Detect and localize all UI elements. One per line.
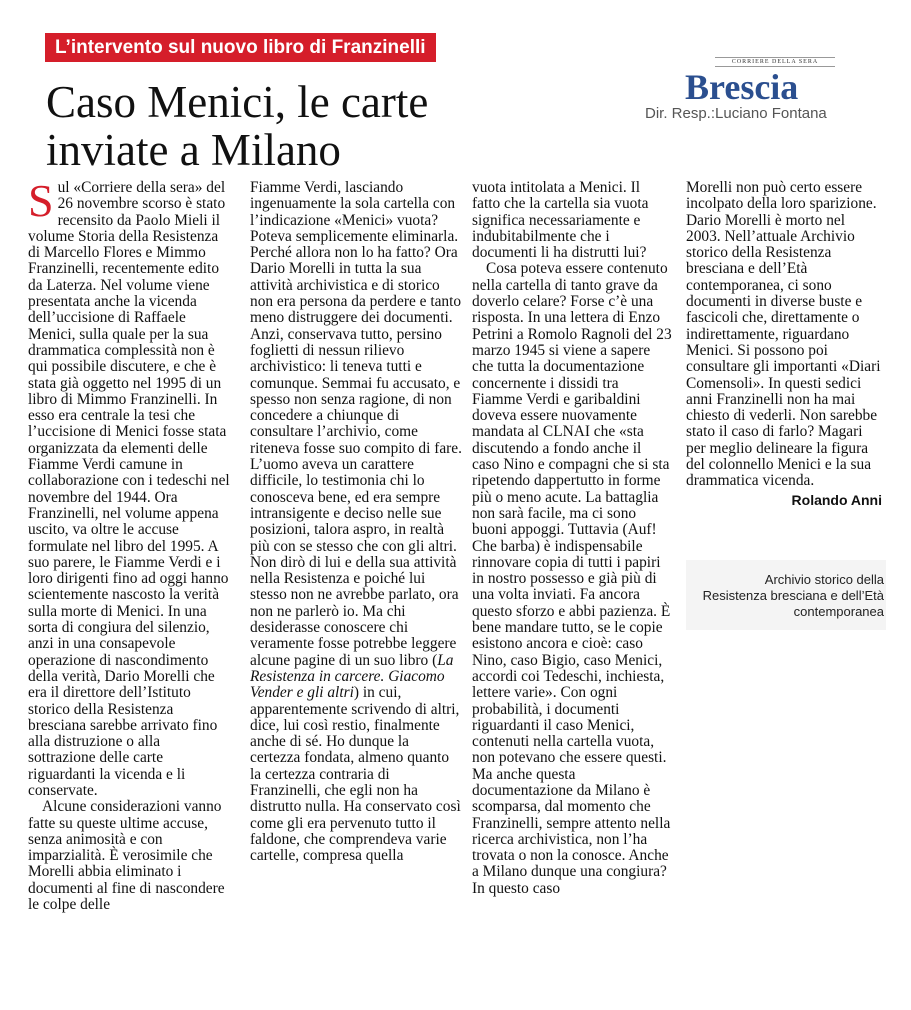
dropcap: S: [28, 175, 54, 226]
article-paragraph: Alcune considerazioni vanno fatte su queste ultime accuse, senza animosità e con imparzialità. È verosimile che Morelli abbia eliminato i documenti al fine di nascondere le colpe delle: [28, 798, 225, 914]
masthead-paper-name: CORRIERE DELLA SERA: [715, 57, 835, 67]
photo-caption: Archivio storico della Resistenza bresciana e dell’Età contemporanea: [702, 572, 884, 619]
masthead: [645, 57, 870, 122]
article-column-2: [250, 180, 462, 864]
article-paragraph: vuota intitolata a Menici. Il fatto che la cartella sia vuota significa necessariamente e indubitabilmente che i documenti li ha distrutti lui?: [472, 179, 649, 262]
article-column-3: [472, 180, 672, 897]
headline: Caso Menici, le carte inviate a Milano: [46, 77, 429, 175]
article-paragraph: Cosa poteva essere contenuto nella cartella di tanto grave da doverlo celare? Forse c’è una risposta. In una lettera di Enzo Petrini a Romolo Ragnoli del 23 marzo 1945 si viene a sapere che tutta la documentazione concernente i dissidi tra Fiamme Verdi e garibaldini doveva essere nuovamente mandata al CLNAI che «sta discutendo a fondo anche il caso Nino e compagni che si sta ripetendo dappertutto in forme più o meno acute. La battaglia non sarà facile, ma ci sono buoni appoggi. Tuttavia (Auf! Che barba) è indispensabile rinnovare copia di tutti i papiri in nostro possesso e già più di una volta inviati. Fa ancora questo sforzo e abbi pazienza. È bene mandare tutto, se le copie esistono ancora e cioè: caso Nino, caso Bigio, caso Menici, accordi coi Tedeschi, inchiesta, lettere varie». Con ogni probabilità, i documenti riguardanti il caso Menici, contenuti nella cartella vuota, non potevano che essere questi. Ma anche questa documentazione da Milano è scomparsa, dal momento che Franzinelli, sempre attento nella ricerca archivistica, non l’ha trovata o non la conosce. Anche a Milano dunque una congiura? In questo caso: [472, 260, 672, 897]
article-paragraph: [250, 180, 462, 864]
author-signature: Rolando Anni: [791, 491, 882, 508]
article-paragraph: Morelli non può certo essere incolpato della loro sparizione. Dario Morelli è morto nel 2003. Nell’attuale Archivio storico della Resistenza bresciana e dell’Età contemporanea, ci sono documenti in diverse buste e fascicoli che, direttamente o indirettamente, riguardano Menici. Si possono poi consultare gli importanti «Diari Comensoli». In questi sedici anni Franzinelli non ha mai chiesto di vederli. Non sarebbe stato il caso di farlo? Magari per meglio delineare la figura del colonnello Menici e la sua drammatica vicenda.: [686, 179, 881, 490]
masthead-director: Dir. Resp.:Luciano Fontana: [645, 105, 827, 122]
kicker-banner: L’intervento sul nuovo libro di Franzinelli: [45, 33, 436, 62]
paragraph-text: ul «Corriere della sera» del 26 novembre scorso è stato recensito da Paolo Mieli il volume Storia della Resistenza di Marcello Flores e Mimmo Franzinelli, recentemente edito da Laterza. Nel volume viene presentata anche la vicenda dell’uccisione di Raffaele Menici, sulla quale per la sua drammatica complessità non è qui possibile discutere, e che è stata già oggetto nel 1995 di un libro di Mimmo Franzinelli. In esso era centrale la tesi che l’uccisione di Menici fosse stata organizzata da elementi delle Fiamme Verdi camune in collaborazione con i tedeschi nel novembre del 1944. Ora Franzinelli, nel volume appena uscito, va oltre le accuse formulate nel libro del 1995. A suo parere, le Fiamme Verdi e i loro dirigenti fino ad oggi hanno scientemente nascosto la verità sulla morte di Menici. In una sorta di congiura del silenzio, anzi in una consapevole operazione di nascondimento della verità, Dario Morelli che era il direttore dell’Istituto storico della Resistenza bresciana sarebbe arrivato fino alla distruzione o alla sottrazione delle carte riguardanti la vicenda e li conservate.: [28, 179, 230, 799]
masthead-city: Brescia: [685, 67, 799, 107]
article-paragraph: [28, 175, 230, 799]
book-title: La Resistenza in carcere. Giacomo Vender e gli altri: [250, 651, 454, 702]
article-column-4: [686, 180, 882, 508]
paragraph-text: Fiamme Verdi, lasciando ingenuamente la sola cartella con l’indicazione «Menici» vuota? Poteva semplicemente eliminarla. Perché allora non lo ha fatto? Ora Dario Morelli in tutta la sua attività archivistica e di storico non era persona da perdere e tanto meno distruggere dei documenti. Anzi, conservava tutto, persino foglietti di nessun rilievo archivistico: li teneva tutti e comunque. Semmai fu accusato, e spesso non senza ragione, di non concedere a chiunque di consultare l’archivio, come riteneva fosse suo compito di fare. L’uomo aveva un carattere difficile, lo testimonia chi lo conosceva bene, ed era sempre intransigente e deciso nelle sue posizioni, talora aspro, in realtà più con se stesso che con gli altri. Non dirò di lui e della sua attività nella Resistenza e poiché lui stesso non ne avrebbe parlato, ora non ne parlerò io. Ma chi desiderasse conoscere chi veramente fosse potrebbe leggere alcune pagine di un suo libro (: [250, 179, 462, 669]
paragraph-text: ) in cui, apparentemente scrivendo di altri, dice, lui così restio, finalmente anche di sé. Ho dunque la certezza fondata, almeno quanto la certezza contraria di Franzinelli, che egli non ha distrutto nulla. Ha conservato così come gli era pervenuto tutto il faldone, che comprendeva varie cartelle, compresa quella: [250, 684, 461, 865]
article-column-1: [28, 175, 230, 914]
